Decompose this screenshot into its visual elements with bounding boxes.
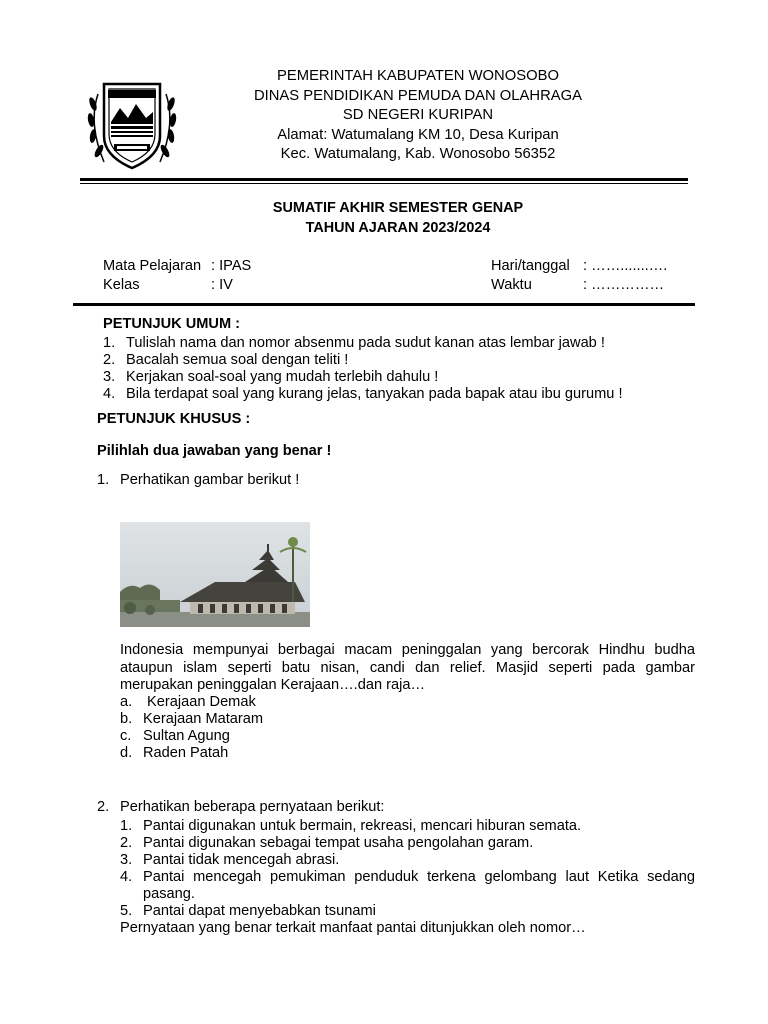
time-value: : …………… xyxy=(583,277,665,293)
list-item-number: 2. xyxy=(103,352,116,368)
list-item-number: 3. xyxy=(103,369,116,385)
letterhead-line-3: SD NEGERI KURIPAN xyxy=(342,107,494,123)
specific-instructions-heading: PETUNJUK KHUSUS : xyxy=(97,411,251,427)
question-2-number: 2. xyxy=(97,799,110,815)
list-item-number: 4. xyxy=(120,869,133,885)
list-item xyxy=(120,818,695,835)
subject-label: Mata Pelajaran xyxy=(103,258,202,274)
list-item-text: Bacalah semua soal dengan teliti ! xyxy=(126,352,349,368)
option-letter: d. xyxy=(120,745,133,761)
list-item-number: 4. xyxy=(103,386,116,402)
class-value: : IV xyxy=(211,277,233,293)
exam-title-line-1: SUMATIF AKHIR SEMESTER GENAP xyxy=(272,200,524,216)
list-item xyxy=(120,903,695,920)
answer-instruction: Pilihlah dua jawaban yang benar ! xyxy=(97,443,332,459)
answer-option[interactable] xyxy=(120,745,420,762)
list-item xyxy=(103,369,703,386)
list-item-text: Pantai digunakan sebagai tempat usaha pengolahan garam. xyxy=(143,835,534,851)
list-item-text: Pantai mencegah pemukiman penduduk terkena gelombang laut Ketika sedang pasang. xyxy=(143,869,695,902)
letterhead-line-2: DINAS PENDIDIKAN PEMUDA DAN OLAHRAGA xyxy=(253,87,583,104)
question-2-prompt: Perhatikan beberapa pernyataan berikut: xyxy=(120,799,385,815)
list-item xyxy=(120,852,695,869)
time-label: Waktu xyxy=(491,277,532,293)
answer-option[interactable] xyxy=(120,711,420,728)
answer-option[interactable] xyxy=(120,728,420,745)
subject-value: : IPAS xyxy=(211,258,252,274)
date-value: : …….......…. xyxy=(583,258,668,274)
list-item-text: Pantai digunakan untuk bermain, rekreasi, mencari hiburan semata. xyxy=(143,818,582,834)
question-1-options xyxy=(120,694,420,762)
list-item-text: Tulislah nama dan nomor absenmu pada sudut kanan atas lembar jawab ! xyxy=(126,335,605,351)
question-1-text: Indonesia mempunyai berbagai macam peninggalan yang bercorak Hindhu budha ataupun islam seperti batu nisan, candi dan relief. Masjid seperti pada gambar merupakan peninggalan Kerajaan….dan raja… xyxy=(120,642,695,693)
list-item xyxy=(103,352,703,369)
general-instructions-list xyxy=(103,335,703,403)
exam-title-line-2: TAHUN AJARAN 2023/2024 xyxy=(305,220,491,236)
letterhead-rule-thick xyxy=(80,178,688,181)
list-item xyxy=(103,335,703,352)
option-text: Kerajaan Mataram xyxy=(143,711,264,727)
list-item-number: 5. xyxy=(120,903,133,919)
info-divider xyxy=(73,303,695,306)
option-letter: a. xyxy=(120,694,133,710)
list-item xyxy=(103,386,703,403)
letterhead-line-5: Kec. Watumalang, Kab. Wonosobo 56352 xyxy=(280,146,556,162)
list-item-text: Kerjakan soal-soal yang mudah terlebih dahulu ! xyxy=(126,369,439,385)
exam-title xyxy=(180,198,616,238)
list-item xyxy=(120,835,695,852)
list-item-number: 1. xyxy=(120,818,133,834)
letterhead-rule-thin xyxy=(80,183,688,184)
mosque-photo xyxy=(120,522,310,627)
list-item-text: Pantai dapat menyebabkan tsunami xyxy=(143,903,376,919)
list-item-text: Bila terdapat soal yang kurang jelas, tanyakan pada bapak atau ibu gurumu ! xyxy=(126,386,623,402)
question-2-statements xyxy=(120,818,695,920)
letterhead-line-1: PEMERINTAH KABUPATEN WONOSOBO xyxy=(277,68,559,84)
class-label: Kelas xyxy=(103,277,140,293)
general-instructions-heading: PETUNJUK UMUM : xyxy=(103,316,241,332)
district-emblem-logo xyxy=(84,74,180,174)
option-letter: b. xyxy=(120,711,133,727)
list-item xyxy=(120,869,695,903)
option-text: Sultan Agung xyxy=(143,728,230,744)
option-letter: c. xyxy=(120,728,132,744)
option-text: Kerajaan Demak xyxy=(143,694,256,710)
letterhead-line-4: Alamat: Watumalang KM 10, Desa Kuripan xyxy=(277,126,559,143)
list-item-number: 2. xyxy=(120,835,133,851)
answer-option[interactable] xyxy=(120,694,420,711)
letterhead xyxy=(180,67,656,165)
list-item-text: Pantai tidak mencegah abrasi. xyxy=(143,852,340,868)
question-2-closing: Pernyataan yang benar terkait manfaat pantai ditunjukkan oleh nomor… xyxy=(120,920,586,936)
question-1-number: 1. xyxy=(97,472,110,488)
list-item-number: 3. xyxy=(120,852,133,868)
question-1-prompt: Perhatikan gambar berikut ! xyxy=(120,472,300,488)
option-text: Raden Patah xyxy=(143,745,229,761)
list-item-number: 1. xyxy=(103,335,116,351)
date-label: Hari/tanggal xyxy=(491,258,570,274)
